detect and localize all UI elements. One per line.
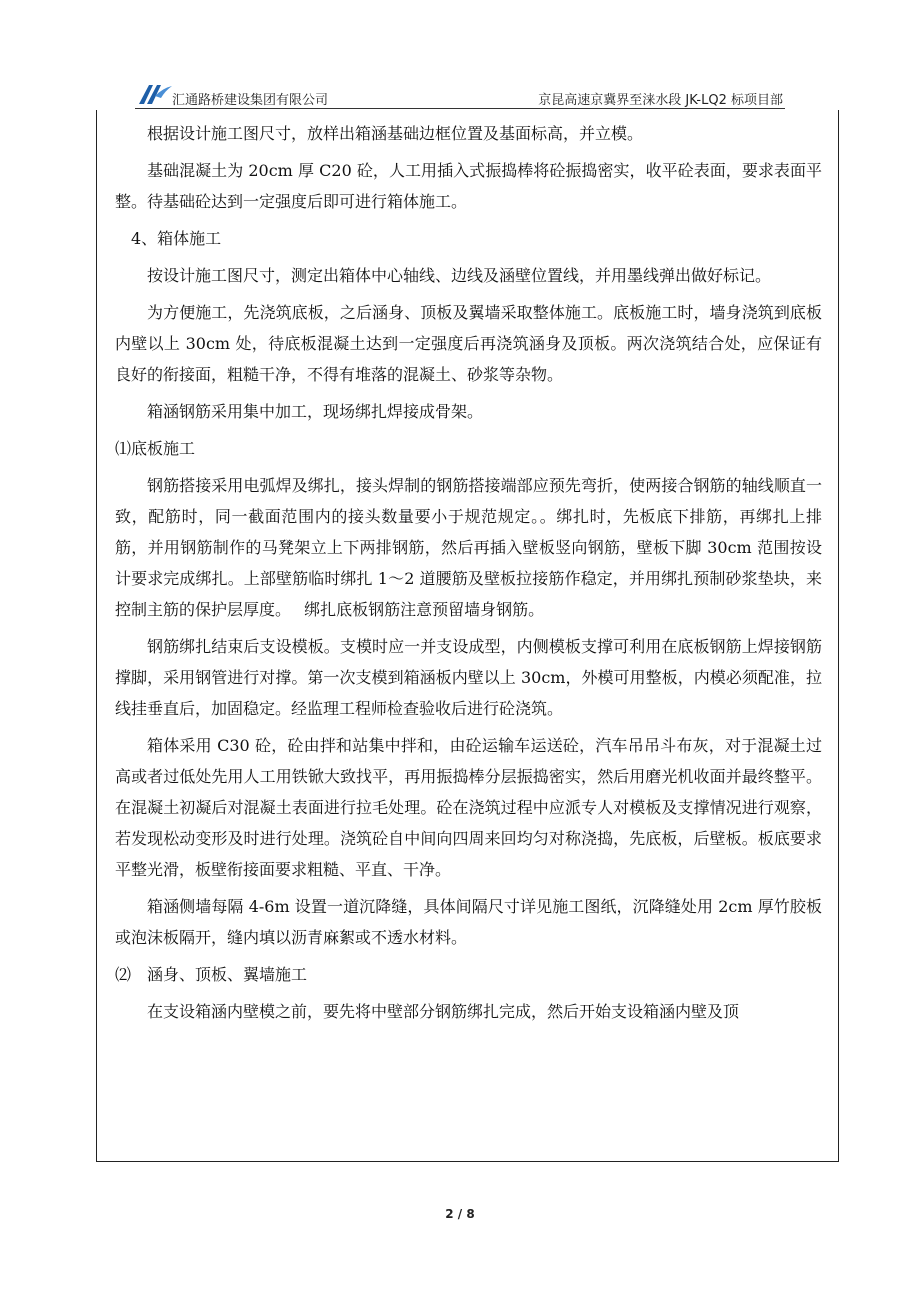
paragraph: 在支设箱涵内壁模之前，要先将中壁部分钢筋绑扎完成，然后开始支设箱涵内壁及顶	[147, 1002, 740, 1021]
paragraph: 根据设计施工图尺寸，放样出箱涵基础边框位置及基面标高，并立模。	[147, 124, 644, 143]
paragraph: 基础混凝土为 20cm 厚 C20 砼，人工用插入式振捣棒将砼振捣密实，收平砼表面，要求表面平整。待基础砼达到一定强度后即可进行箱体施工。	[115, 161, 822, 211]
paragraph: 按设计施工图尺寸，测定出箱体中心轴线、边线及涵壁位置线，并用墨线弹出做好标记。	[147, 266, 772, 285]
paragraph: 钢筋搭接采用电弧焊及绑扎，接头焊制的钢筋搭接端部应预先弯折，使两接合钢筋的轴线顺直一致，配筋时，同一截面范围内的接头数量要小于规范规定。。绑扎时，先板底下排筋，再绑扎上排筋，并用钢筋制作的马凳架立上下两排钢筋，然后再插入壁板竖向钢筋，壁板下脚 30cm 范围按设计要求完成绑扎。上部壁筋临时绑扎 1～2 道腰筋及壁板拉接筋作稳定，并用绑扎预制砂浆垫块，来控制主筋的保护层厚度。 绑扎底板钢筋注意预留墙身钢筋。	[115, 476, 822, 619]
paragraph: 箱涵侧墙每隔 4-6m 设置一道沉降缝，具体间隔尺寸详见施工图纸，沉降缝处用 2cm 厚竹胶板或泡沫板隔开，缝内填以沥青麻絮或不透水材料。	[115, 897, 822, 947]
paragraph: 钢筋绑扎结束后支设模板。支模时应一并支设成型，内侧模板支撑可利用在底板钢筋上焊接钢筋撑脚，采用钢管进行对撑。第一次支模到箱涵板内壁以上 30cm，外模可用整板，内模必须配准，拉线挂垂直后，加固稳定。经监理工程师检查验收后进行砼浇筑。	[115, 637, 822, 718]
document-body	[115, 118, 822, 1027]
paragraph: 箱体采用 C30 砼，砼由拌和站集中拌和，由砼运输车运送砼，汽车吊吊斗布灰，对于混凝土过高或者过低处先用人工用铁锨大致找平，再用振捣棒分层振捣密实，然后用磨光机收面并最终整平。在混凝土初凝后对混凝土表面进行拉毛处理。砼在浇筑过程中应派专人对模板及支撑情况进行观察，若发现松动变形及时进行处理。浇筑砼自中间向四周来回均匀对称浇捣，先底板，后壁板。板底要求平整光滑，板壁衔接面要求粗糙、平直、干净。	[115, 736, 822, 879]
subsection-heading: ⑴底板施工	[115, 439, 196, 458]
page-number: 2 / 8	[445, 1207, 475, 1221]
header-divider	[135, 108, 785, 109]
section-heading: 4、箱体施工	[131, 229, 222, 248]
company-name: 汇通路桥建设集团有限公司	[172, 93, 329, 108]
paragraph: 箱涵钢筋采用集中加工，现场绑扎焊接成骨架。	[147, 402, 484, 421]
page-header	[137, 82, 783, 108]
project-name: 京昆高速京冀界至涞水段 JK-LQ2 标项目部	[538, 93, 783, 108]
subsection-heading: ⑵ 涵身、顶板、翼墙施工	[115, 965, 308, 984]
content-frame	[96, 110, 839, 1162]
paragraph: 为方便施工，先浇筑底板，之后涵身、顶板及翼墙采取整体施工。底板施工时，墙身浇筑到底板内壁以上 30cm 处，待底板混凝土达到一定强度后再浇筑涵身及顶板。两次浇筑结合处，应保证有良好的衔接面，粗糙干净，不得有堆落的混凝土、砂浆等杂物。	[115, 303, 822, 384]
company-logo-icon	[137, 82, 173, 106]
